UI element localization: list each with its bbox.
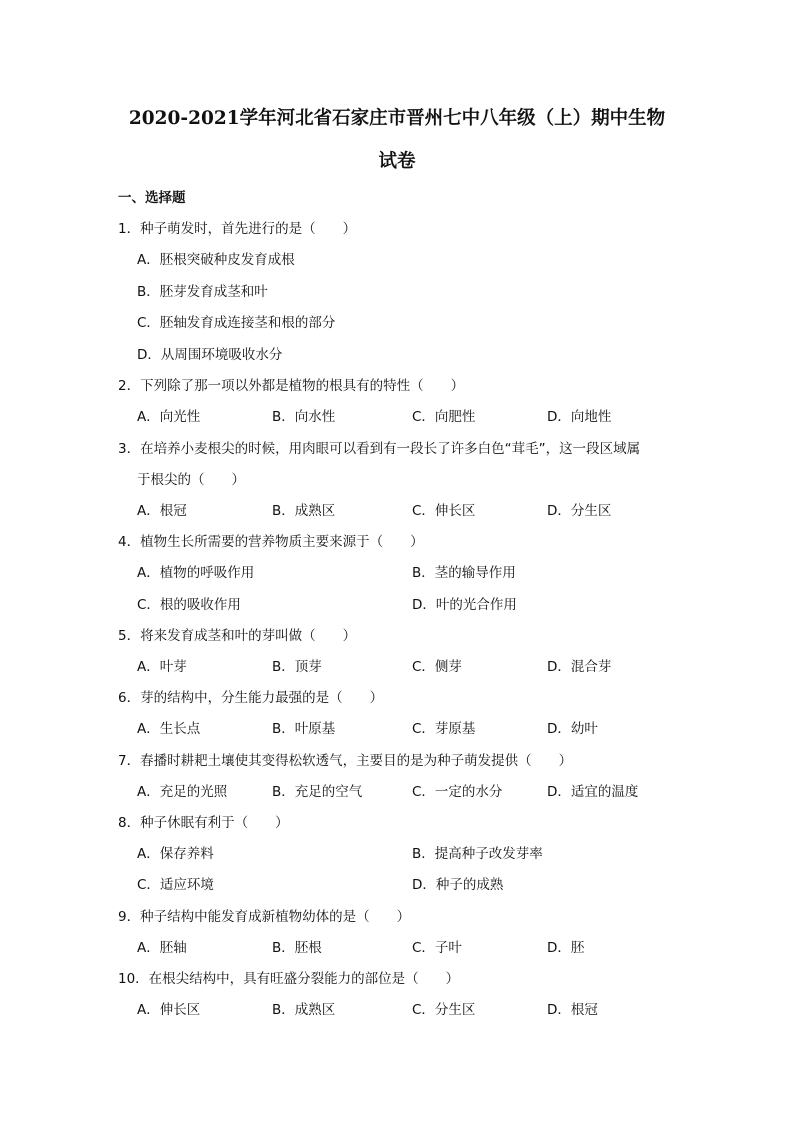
q10-option-b: B．成熟区 bbox=[272, 1002, 336, 1018]
q8-option-a: A．保存养料 bbox=[137, 846, 214, 862]
question-9: 9．种子结构中能发育成新植物幼体的是（ ） bbox=[118, 909, 411, 925]
q5-option-a: A．叶芽 bbox=[137, 659, 187, 675]
q9-option-d: D．胚 bbox=[547, 940, 585, 956]
q5-option-c: C．侧芽 bbox=[412, 659, 462, 675]
exam-title: 2020-2021学年河北省石家庄市晋州七中八年级（上）期中生物 bbox=[128, 108, 666, 129]
q2-option-d: D．向地性 bbox=[547, 409, 612, 425]
q9-option-a: A．胚轴 bbox=[137, 940, 187, 956]
question-3-cont: 于根尖的（ ） bbox=[137, 472, 245, 488]
question-1: 1．种子萌发时，首先进行的是（ ） bbox=[118, 221, 357, 237]
q1-option-d: D．从周围环境吸收水分 bbox=[137, 347, 283, 363]
question-6: 6．芽的结构中，分生能力最强的是（ ） bbox=[118, 690, 384, 706]
q6-option-c: C．芽原基 bbox=[412, 721, 476, 737]
q6-option-d: D．幼叶 bbox=[547, 721, 598, 737]
question-8: 8．种子休眠有利于（ ） bbox=[118, 815, 289, 831]
question-5: 5．将来发育成茎和叶的芽叫做（ ） bbox=[118, 628, 357, 644]
q1-option-b: B．胚芽发育成茎和叶 bbox=[137, 284, 268, 300]
q8-option-d: D．种子的成熟 bbox=[412, 877, 504, 893]
question-2: 2．下列除了那一项以外都是植物的根具有的特性（ ） bbox=[118, 378, 465, 394]
q5-option-d: D．混合芽 bbox=[547, 659, 612, 675]
question-4: 4．植物生长所需要的营养物质主要来源于（ ） bbox=[118, 534, 424, 550]
q2-option-b: B．向水性 bbox=[272, 409, 336, 425]
q7-option-b: B．充足的空气 bbox=[272, 784, 363, 800]
q8-option-b: B．提高种子改发芽率 bbox=[412, 846, 543, 862]
q4-option-a: A．植物的呼吸作用 bbox=[137, 565, 255, 581]
q4-option-d: D．叶的光合作用 bbox=[412, 597, 517, 613]
q3-option-d: D．分生区 bbox=[547, 503, 612, 519]
q7-option-c: C．一定的水分 bbox=[412, 784, 503, 800]
q9-option-c: C．子叶 bbox=[412, 940, 462, 956]
q1-option-c: C．胚轴发育成连接茎和根的部分 bbox=[137, 315, 336, 331]
question-7: 7．春播时耕耙土壤使其变得松软透气，主要目的是为种子萌发提供（ ） bbox=[118, 753, 573, 769]
q2-option-a: A．向光性 bbox=[137, 409, 201, 425]
q10-option-c: C．分生区 bbox=[412, 1002, 476, 1018]
q3-option-b: B．成熟区 bbox=[272, 503, 336, 519]
section-heading: 一、选择题 bbox=[118, 190, 186, 206]
q3-option-a: A．根冠 bbox=[137, 503, 187, 519]
q6-option-b: B．叶原基 bbox=[272, 721, 336, 737]
q7-option-a: A．充足的光照 bbox=[137, 784, 228, 800]
q6-option-a: A．生长点 bbox=[137, 721, 201, 737]
q3-option-c: C．伸长区 bbox=[412, 503, 476, 519]
q4-option-c: C．根的吸收作用 bbox=[137, 597, 241, 613]
question-10: 10．在根尖结构中，具有旺盛分裂能力的部位是（ ） bbox=[118, 971, 460, 987]
q10-option-d: D．根冠 bbox=[547, 1002, 598, 1018]
q2-option-c: C．向肥性 bbox=[412, 409, 476, 425]
question-3: 3．在培养小麦根尖的时候，用肉眼可以看到有一段长了许多白色“茸毛”，这一段区域属 bbox=[118, 441, 641, 457]
q1-option-a: A．胚根突破种皮发育成根 bbox=[137, 252, 295, 268]
q7-option-d: D．适宜的温度 bbox=[547, 784, 639, 800]
q10-option-a: A．伸长区 bbox=[137, 1002, 201, 1018]
q4-option-b: B．茎的输导作用 bbox=[412, 565, 516, 581]
q9-option-b: B．胚根 bbox=[272, 940, 322, 956]
q5-option-b: B．顶芽 bbox=[272, 659, 322, 675]
exam-title-cont: 试卷 bbox=[378, 151, 416, 172]
q8-option-c: C．适应环境 bbox=[137, 877, 214, 893]
